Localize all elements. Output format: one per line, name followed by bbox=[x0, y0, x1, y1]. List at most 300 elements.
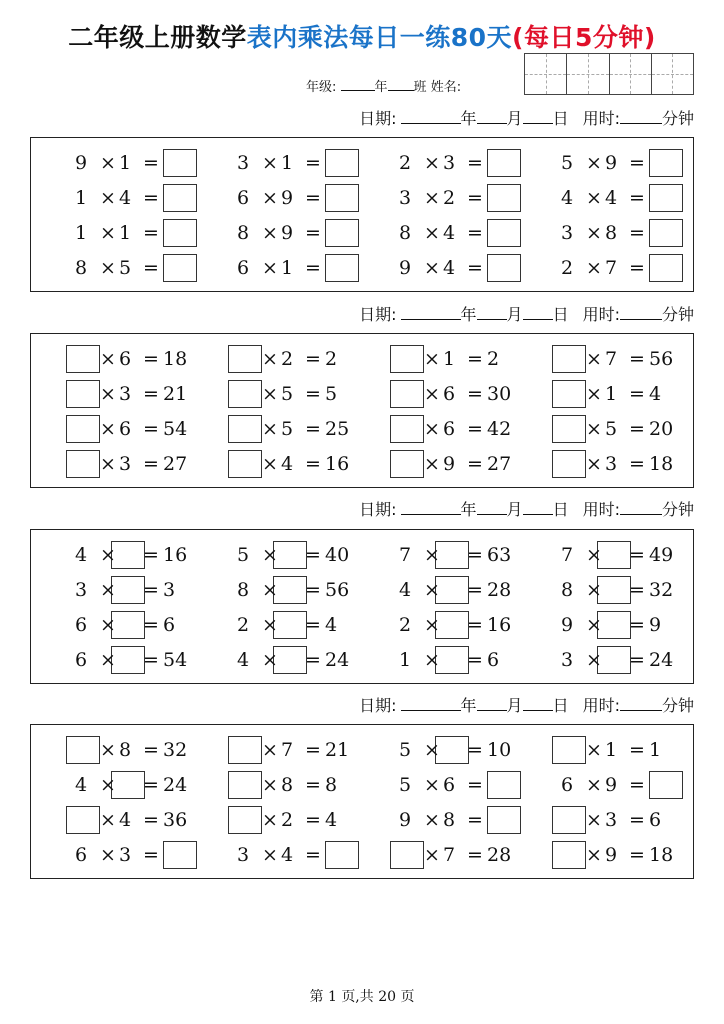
times-sign: × bbox=[100, 383, 116, 405]
answer-box[interactable] bbox=[66, 736, 100, 764]
footer-total-pages: 20 bbox=[378, 989, 397, 1005]
answer-box[interactable] bbox=[597, 611, 631, 639]
factor-b: 8 bbox=[281, 774, 294, 796]
answer-box[interactable] bbox=[435, 611, 469, 639]
factor-a: 4 bbox=[237, 649, 250, 671]
answer-box[interactable] bbox=[487, 184, 521, 212]
answer-box[interactable] bbox=[597, 646, 631, 674]
factor-a: 9 bbox=[399, 809, 412, 831]
factor-b: 3 bbox=[119, 453, 132, 475]
answer-box[interactable] bbox=[552, 450, 586, 478]
answer-box[interactable] bbox=[163, 219, 197, 247]
times-sign: × bbox=[424, 348, 440, 370]
factor-b: 3 bbox=[605, 809, 618, 831]
product: 2 bbox=[325, 348, 338, 370]
factor-a: 5 bbox=[237, 544, 250, 566]
factor-a: 8 bbox=[561, 579, 574, 601]
time-label: 用时: bbox=[582, 109, 620, 128]
product: 49 bbox=[649, 544, 674, 566]
factor-b: 1 bbox=[443, 348, 456, 370]
answer-box[interactable] bbox=[390, 415, 424, 443]
footer-prefix: 第 bbox=[309, 989, 324, 1005]
date-day-unit: 日 bbox=[552, 109, 569, 128]
answer-box[interactable] bbox=[552, 345, 586, 373]
times-sign: × bbox=[100, 187, 116, 209]
factor-b: 3 bbox=[119, 383, 132, 405]
product: 6 bbox=[163, 614, 176, 636]
answer-box[interactable] bbox=[390, 380, 424, 408]
answer-box[interactable] bbox=[435, 646, 469, 674]
factor-b: 6 bbox=[119, 418, 132, 440]
answer-box[interactable] bbox=[325, 841, 359, 869]
equals-sign: = bbox=[305, 418, 321, 440]
equals-sign: = bbox=[467, 257, 483, 279]
answer-box[interactable] bbox=[487, 806, 521, 834]
product: 28 bbox=[487, 579, 512, 601]
times-sign: × bbox=[100, 774, 116, 796]
times-sign: × bbox=[424, 774, 440, 796]
date-month-unit: 月 bbox=[506, 696, 523, 715]
times-sign: × bbox=[424, 152, 440, 174]
time-blank[interactable] bbox=[620, 111, 662, 124]
equals-sign: = bbox=[143, 844, 159, 866]
date-row bbox=[359, 497, 694, 520]
times-sign: × bbox=[586, 222, 602, 244]
answer-box[interactable] bbox=[487, 149, 521, 177]
name-cell[interactable] bbox=[610, 54, 652, 94]
answer-box[interactable] bbox=[487, 219, 521, 247]
times-sign: × bbox=[586, 152, 602, 174]
times-sign: × bbox=[262, 649, 278, 671]
date-year-blank[interactable] bbox=[401, 111, 461, 124]
times-sign: × bbox=[424, 739, 440, 761]
product: 18 bbox=[649, 453, 674, 475]
answer-box[interactable] bbox=[228, 771, 262, 799]
factor-b: 1 bbox=[605, 383, 618, 405]
date-year-blank[interactable] bbox=[401, 502, 461, 515]
times-sign: × bbox=[424, 809, 440, 831]
equals-sign: = bbox=[143, 383, 159, 405]
equals-sign: = bbox=[305, 579, 321, 601]
answer-box[interactable] bbox=[163, 254, 197, 282]
answer-box[interactable] bbox=[228, 450, 262, 478]
time-blank[interactable] bbox=[620, 502, 662, 515]
equals-sign: = bbox=[467, 844, 483, 866]
grade-blank[interactable] bbox=[341, 78, 375, 91]
date-month-unit: 月 bbox=[506, 500, 523, 519]
factor-b: 6 bbox=[443, 418, 456, 440]
student-info-row bbox=[306, 76, 461, 95]
factor-b: 8 bbox=[443, 809, 456, 831]
answer-box[interactable] bbox=[597, 576, 631, 604]
times-sign: × bbox=[424, 187, 440, 209]
equals-sign: = bbox=[629, 614, 645, 636]
product: 56 bbox=[325, 579, 350, 601]
answer-box[interactable] bbox=[273, 611, 307, 639]
factor-b: 4 bbox=[119, 187, 132, 209]
equals-sign: = bbox=[467, 383, 483, 405]
times-sign: × bbox=[586, 383, 602, 405]
product: 2 bbox=[487, 348, 500, 370]
answer-box[interactable] bbox=[228, 415, 262, 443]
answer-box[interactable] bbox=[649, 184, 683, 212]
times-sign: × bbox=[586, 774, 602, 796]
answer-box[interactable] bbox=[390, 450, 424, 478]
equals-sign: = bbox=[143, 649, 159, 671]
equals-sign: = bbox=[467, 453, 483, 475]
factor-b: 7 bbox=[605, 257, 618, 279]
equals-sign: = bbox=[143, 809, 159, 831]
answer-box[interactable] bbox=[325, 184, 359, 212]
times-sign: × bbox=[262, 418, 278, 440]
time-label: 用时: bbox=[582, 696, 620, 715]
product: 18 bbox=[163, 348, 188, 370]
times-sign: × bbox=[586, 418, 602, 440]
time-blank[interactable] bbox=[620, 698, 662, 711]
equals-sign: = bbox=[629, 383, 645, 405]
problem-set-box bbox=[30, 333, 694, 488]
factor-a: 3 bbox=[75, 579, 88, 601]
date-day-blank[interactable] bbox=[523, 307, 553, 320]
factor-a: 5 bbox=[561, 152, 574, 174]
factor-a: 8 bbox=[75, 257, 88, 279]
answer-box[interactable] bbox=[390, 345, 424, 373]
answer-box[interactable] bbox=[273, 541, 307, 569]
equals-sign: = bbox=[305, 649, 321, 671]
factor-b: 1 bbox=[281, 152, 294, 174]
equals-sign: = bbox=[629, 257, 645, 279]
product: 10 bbox=[487, 739, 512, 761]
times-sign: × bbox=[586, 649, 602, 671]
date-row bbox=[359, 693, 694, 716]
answer-box[interactable] bbox=[487, 771, 521, 799]
factor-a: 6 bbox=[75, 844, 88, 866]
answer-box[interactable] bbox=[111, 611, 145, 639]
times-sign: × bbox=[100, 579, 116, 601]
date-day-unit: 日 bbox=[552, 696, 569, 715]
equals-sign: = bbox=[305, 453, 321, 475]
name-cell[interactable] bbox=[652, 54, 693, 94]
times-sign: × bbox=[586, 614, 602, 636]
time-unit: 分钟 bbox=[661, 109, 694, 128]
answer-box[interactable] bbox=[325, 219, 359, 247]
factor-b: 3 bbox=[443, 152, 456, 174]
equals-sign: = bbox=[629, 809, 645, 831]
factor-a: 3 bbox=[399, 187, 412, 209]
factor-b: 6 bbox=[119, 348, 132, 370]
footer-mid: 页,共 bbox=[341, 989, 374, 1005]
answer-box[interactable] bbox=[273, 576, 307, 604]
product: 16 bbox=[325, 453, 350, 475]
factor-b: 9 bbox=[281, 222, 294, 244]
answer-box[interactable] bbox=[163, 184, 197, 212]
grade-unit: 年 bbox=[374, 80, 388, 95]
product: 27 bbox=[163, 453, 188, 475]
answer-box[interactable] bbox=[325, 149, 359, 177]
product: 63 bbox=[487, 544, 512, 566]
answer-box[interactable] bbox=[649, 219, 683, 247]
date-row bbox=[359, 106, 694, 129]
factor-b: 1 bbox=[119, 222, 132, 244]
times-sign: × bbox=[100, 222, 116, 244]
product: 21 bbox=[325, 739, 350, 761]
title-duration-part: (每日5分钟) bbox=[512, 23, 656, 52]
times-sign: × bbox=[100, 614, 116, 636]
factor-b: 5 bbox=[281, 418, 294, 440]
answer-box[interactable] bbox=[163, 149, 197, 177]
answer-box[interactable] bbox=[435, 576, 469, 604]
factor-a: 9 bbox=[399, 257, 412, 279]
date-month-blank[interactable] bbox=[477, 698, 507, 711]
factor-a: 5 bbox=[399, 774, 412, 796]
times-sign: × bbox=[262, 579, 278, 601]
date-year-unit: 年 bbox=[460, 696, 477, 715]
factor-b: 3 bbox=[605, 453, 618, 475]
equals-sign: = bbox=[629, 348, 645, 370]
equals-sign: = bbox=[143, 774, 159, 796]
date-label: 日期: bbox=[359, 500, 397, 519]
times-sign: × bbox=[262, 453, 278, 475]
class-blank[interactable] bbox=[388, 78, 414, 91]
product: 4 bbox=[649, 383, 662, 405]
answer-box[interactable] bbox=[228, 345, 262, 373]
title-topic-part: 表内乘法每日一练80天 bbox=[246, 23, 513, 52]
product: 54 bbox=[163, 418, 188, 440]
answer-box[interactable] bbox=[552, 736, 586, 764]
times-sign: × bbox=[586, 739, 602, 761]
times-sign: × bbox=[100, 844, 116, 866]
equals-sign: = bbox=[467, 614, 483, 636]
times-sign: × bbox=[100, 544, 116, 566]
equals-sign: = bbox=[305, 844, 321, 866]
date-day-unit: 日 bbox=[552, 500, 569, 519]
product: 4 bbox=[325, 614, 338, 636]
times-sign: × bbox=[262, 257, 278, 279]
name-writing-grid[interactable] bbox=[524, 53, 694, 95]
equals-sign: = bbox=[467, 418, 483, 440]
product: 24 bbox=[163, 774, 188, 796]
answer-box[interactable] bbox=[487, 254, 521, 282]
factor-a: 2 bbox=[237, 614, 250, 636]
time-label: 用时: bbox=[582, 500, 620, 519]
date-day-blank[interactable] bbox=[523, 698, 553, 711]
factor-b: 9 bbox=[281, 187, 294, 209]
date-month-blank[interactable] bbox=[477, 307, 507, 320]
factor-b: 5 bbox=[281, 383, 294, 405]
product: 25 bbox=[325, 418, 350, 440]
answer-box[interactable] bbox=[552, 415, 586, 443]
product: 8 bbox=[325, 774, 338, 796]
problem-set-box bbox=[30, 529, 694, 684]
equals-sign: = bbox=[305, 809, 321, 831]
answer-box[interactable] bbox=[552, 841, 586, 869]
factor-a: 2 bbox=[399, 152, 412, 174]
factor-a: 7 bbox=[561, 544, 574, 566]
name-cell[interactable] bbox=[567, 54, 609, 94]
equals-sign: = bbox=[305, 774, 321, 796]
answer-box[interactable] bbox=[435, 736, 469, 764]
date-year-blank[interactable] bbox=[401, 307, 461, 320]
product: 9 bbox=[649, 614, 662, 636]
product: 4 bbox=[325, 809, 338, 831]
name-cell[interactable] bbox=[525, 54, 567, 94]
product: 30 bbox=[487, 383, 512, 405]
times-sign: × bbox=[262, 348, 278, 370]
product: 42 bbox=[487, 418, 512, 440]
worksheet-title bbox=[0, 18, 724, 54]
answer-box[interactable] bbox=[111, 771, 145, 799]
equals-sign: = bbox=[629, 739, 645, 761]
title-grade-part: 二年级上册数学 bbox=[68, 23, 247, 52]
answer-box[interactable] bbox=[649, 254, 683, 282]
time-blank[interactable] bbox=[620, 307, 662, 320]
answer-box[interactable] bbox=[111, 541, 145, 569]
answer-box[interactable] bbox=[649, 149, 683, 177]
factor-a: 9 bbox=[75, 152, 88, 174]
answer-box[interactable] bbox=[435, 541, 469, 569]
factor-a: 3 bbox=[561, 222, 574, 244]
equals-sign: = bbox=[467, 809, 483, 831]
answer-box[interactable] bbox=[111, 646, 145, 674]
equals-sign: = bbox=[629, 774, 645, 796]
times-sign: × bbox=[424, 257, 440, 279]
times-sign: × bbox=[424, 579, 440, 601]
factor-b: 8 bbox=[119, 739, 132, 761]
factor-b: 2 bbox=[443, 187, 456, 209]
times-sign: × bbox=[586, 453, 602, 475]
answer-box[interactable] bbox=[597, 541, 631, 569]
times-sign: × bbox=[424, 453, 440, 475]
answer-box[interactable] bbox=[228, 736, 262, 764]
answer-box[interactable] bbox=[66, 806, 100, 834]
equals-sign: = bbox=[629, 649, 645, 671]
factor-b: 3 bbox=[119, 844, 132, 866]
equals-sign: = bbox=[467, 222, 483, 244]
product: 54 bbox=[163, 649, 188, 671]
times-sign: × bbox=[262, 222, 278, 244]
equals-sign: = bbox=[467, 579, 483, 601]
answer-box[interactable] bbox=[66, 345, 100, 373]
factor-a: 2 bbox=[399, 614, 412, 636]
problem-set-box bbox=[30, 724, 694, 879]
factor-b: 5 bbox=[119, 257, 132, 279]
answer-box[interactable] bbox=[390, 841, 424, 869]
answer-box[interactable] bbox=[552, 380, 586, 408]
product: 21 bbox=[163, 383, 188, 405]
times-sign: × bbox=[262, 809, 278, 831]
answer-box[interactable] bbox=[163, 841, 197, 869]
factor-a: 2 bbox=[561, 257, 574, 279]
times-sign: × bbox=[424, 844, 440, 866]
equals-sign: = bbox=[305, 383, 321, 405]
date-year-unit: 年 bbox=[460, 109, 477, 128]
equals-sign: = bbox=[467, 649, 483, 671]
times-sign: × bbox=[586, 809, 602, 831]
equals-sign: = bbox=[143, 544, 159, 566]
problem-set-box bbox=[30, 137, 694, 292]
answer-box[interactable] bbox=[228, 806, 262, 834]
equals-sign: = bbox=[305, 544, 321, 566]
product: 56 bbox=[649, 348, 674, 370]
date-day-blank[interactable] bbox=[523, 502, 553, 515]
date-year-blank[interactable] bbox=[401, 698, 461, 711]
equals-sign: = bbox=[143, 739, 159, 761]
times-sign: × bbox=[100, 348, 116, 370]
factor-b: 2 bbox=[281, 809, 294, 831]
equals-sign: = bbox=[629, 187, 645, 209]
time-unit: 分钟 bbox=[661, 305, 694, 324]
times-sign: × bbox=[586, 579, 602, 601]
equals-sign: = bbox=[143, 222, 159, 244]
answer-box[interactable] bbox=[325, 254, 359, 282]
factor-a: 3 bbox=[237, 844, 250, 866]
date-label: 日期: bbox=[359, 696, 397, 715]
times-sign: × bbox=[262, 187, 278, 209]
times-sign: × bbox=[100, 453, 116, 475]
page-footer bbox=[0, 986, 724, 1006]
factor-b: 7 bbox=[281, 739, 294, 761]
equals-sign: = bbox=[629, 222, 645, 244]
date-year-unit: 年 bbox=[460, 500, 477, 519]
answer-box[interactable] bbox=[111, 576, 145, 604]
factor-a: 4 bbox=[561, 187, 574, 209]
times-sign: × bbox=[100, 152, 116, 174]
product: 24 bbox=[649, 649, 674, 671]
factor-b: 7 bbox=[605, 348, 618, 370]
equals-sign: = bbox=[629, 418, 645, 440]
factor-a: 1 bbox=[75, 222, 88, 244]
times-sign: × bbox=[424, 614, 440, 636]
times-sign: × bbox=[424, 222, 440, 244]
date-month-blank[interactable] bbox=[477, 111, 507, 124]
date-day-blank[interactable] bbox=[523, 111, 553, 124]
date-month-blank[interactable] bbox=[477, 502, 507, 515]
answer-box[interactable] bbox=[228, 380, 262, 408]
equals-sign: = bbox=[467, 187, 483, 209]
equals-sign: = bbox=[305, 187, 321, 209]
product: 3 bbox=[163, 579, 176, 601]
factor-b: 9 bbox=[605, 844, 618, 866]
equals-sign: = bbox=[143, 348, 159, 370]
times-sign: × bbox=[586, 257, 602, 279]
answer-box[interactable] bbox=[66, 415, 100, 443]
times-sign: × bbox=[262, 614, 278, 636]
times-sign: × bbox=[586, 544, 602, 566]
answer-box[interactable] bbox=[66, 450, 100, 478]
answer-box[interactable] bbox=[649, 771, 683, 799]
equals-sign: = bbox=[143, 187, 159, 209]
answer-box[interactable] bbox=[552, 806, 586, 834]
factor-a: 6 bbox=[237, 257, 250, 279]
factor-a: 9 bbox=[561, 614, 574, 636]
factor-a: 4 bbox=[75, 774, 88, 796]
factor-a: 8 bbox=[237, 579, 250, 601]
times-sign: × bbox=[586, 844, 602, 866]
answer-box[interactable] bbox=[66, 380, 100, 408]
equals-sign: = bbox=[143, 579, 159, 601]
factor-b: 2 bbox=[281, 348, 294, 370]
equals-sign: = bbox=[629, 579, 645, 601]
product: 18 bbox=[649, 844, 674, 866]
factor-b: 9 bbox=[605, 774, 618, 796]
factor-b: 4 bbox=[119, 809, 132, 831]
grade-label: 年级: bbox=[306, 80, 337, 95]
time-label: 用时: bbox=[582, 305, 620, 324]
times-sign: × bbox=[424, 649, 440, 671]
factor-b: 4 bbox=[443, 257, 456, 279]
product: 32 bbox=[163, 739, 188, 761]
answer-box[interactable] bbox=[273, 646, 307, 674]
